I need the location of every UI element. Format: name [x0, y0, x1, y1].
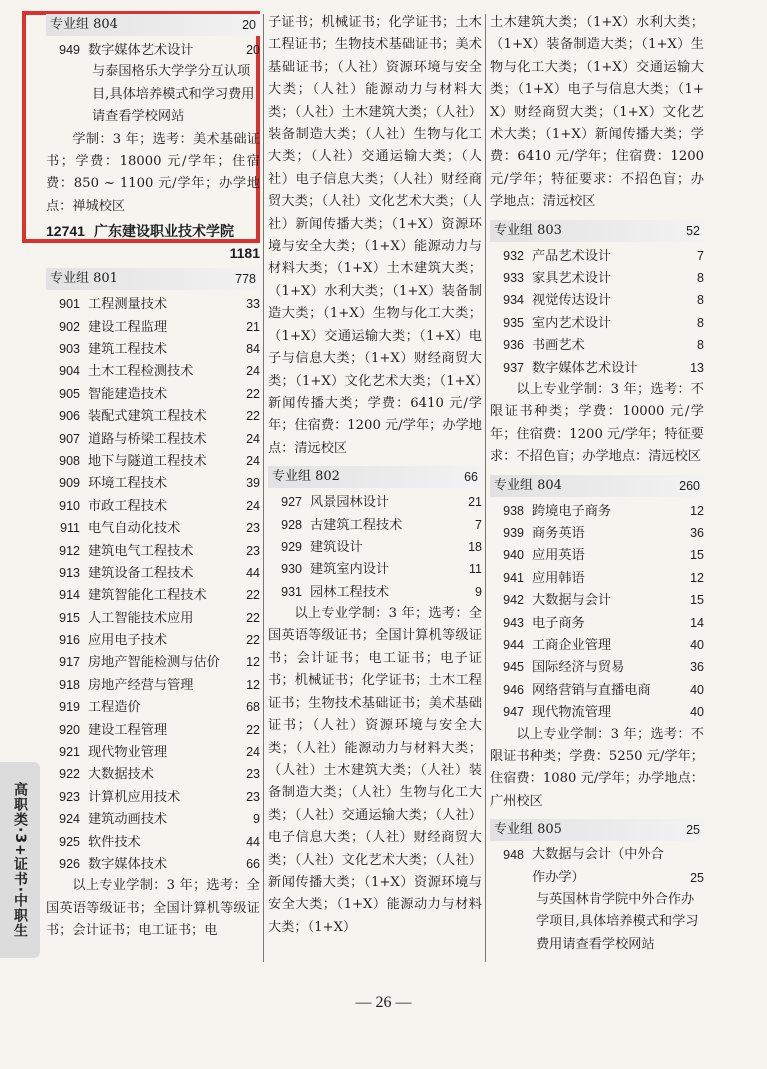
major-code: 941: [503, 570, 524, 585]
major-row: [490, 679, 704, 701]
major-count: 40: [690, 682, 704, 697]
major-code: 924: [59, 812, 80, 827]
major-row: [268, 536, 482, 558]
major-code: 915: [59, 610, 80, 625]
major-count: 22: [246, 610, 260, 625]
major-count: 24: [246, 745, 260, 760]
major-row: [46, 741, 260, 763]
column-3: [490, 12, 704, 956]
major-row: [490, 567, 704, 589]
major-code: 926: [59, 857, 80, 871]
major-code: 940: [503, 548, 524, 563]
major-code: 902: [59, 319, 80, 334]
major-name: 风景园林设计: [310, 495, 390, 511]
major-row: [490, 312, 704, 334]
major-row: [46, 338, 260, 360]
major-name: 装配式建筑工程技术: [88, 409, 207, 425]
major-code: 916: [59, 633, 80, 648]
major-name: 房地产经营与管理: [88, 677, 194, 693]
major-count: 40: [690, 637, 704, 652]
major-name: 建筑设计: [310, 539, 363, 555]
major-row: [46, 540, 260, 562]
major-row: [46, 293, 260, 315]
major-name: 数字媒体艺术设计: [88, 43, 194, 58]
major-code: 948: [503, 848, 524, 863]
school-heading: [46, 220, 260, 242]
major-count: 21: [468, 495, 482, 510]
major-name: 国际经济与贸易: [532, 660, 625, 676]
major-note: 与泰国格乐大学学分互认项目,具体培养模式和学习费用请查看学校网站: [92, 64, 255, 125]
major-count: 14: [690, 615, 704, 630]
major-count: 7: [697, 248, 704, 263]
major-row: [46, 495, 260, 517]
group-description: 以上专业学制：3 年；选考：全国英语等级证书；全国计算机等级证书；会计证书；电工证书；电: [46, 878, 260, 939]
major-name: 跨境电子商务: [532, 503, 612, 519]
major-code: 925: [59, 834, 80, 849]
major-name: 软件技术: [88, 834, 141, 850]
major-name: 应用英语: [532, 548, 585, 564]
major-count: 68: [246, 700, 260, 715]
major-count: 36: [690, 660, 704, 675]
major-row: [490, 289, 704, 311]
major-code: 929: [281, 539, 302, 554]
major-code: 918: [59, 677, 80, 692]
major-name: 大数据技术: [88, 767, 154, 783]
description-continued: 土木建筑大类；（1+X）水利大类；（1+X）装备制造大类；（1+X）生物与化工大类；（1+X）交通运输大类；（1+X）电子与信息大类；（1+X）财经商贸大类；（1+X）文化艺术大类；（1+X）新闻传播大类；学费：6410 元/学年；住宿费：1200 元/学年；特征要求：不招色盲；办学地点：清远校区: [490, 15, 704, 210]
major-code: 928: [281, 517, 302, 532]
major-code: 936: [503, 338, 524, 353]
major-row: [490, 612, 704, 634]
group-count: 260: [679, 478, 700, 493]
column-divider: [485, 14, 486, 962]
major-row: [490, 656, 704, 678]
major-list-801: [46, 293, 260, 875]
major-list-803: [490, 245, 704, 379]
major-row: [46, 450, 260, 472]
major-name: 工商企业管理: [532, 637, 612, 653]
major-row: [46, 428, 260, 450]
major-name: 应用韩语: [532, 570, 585, 586]
major-row: [490, 544, 704, 566]
major-count: 66: [246, 857, 260, 871]
major-row: [268, 491, 482, 513]
major-name: 视觉传达设计: [532, 293, 612, 309]
side-tab-label: 高职类·3+证书·中职生: [12, 781, 28, 939]
major-count: 7: [475, 517, 482, 532]
major-count: 25: [690, 870, 704, 885]
major-name: 建设工程监理: [88, 319, 168, 335]
major-code: 943: [503, 615, 524, 630]
group-count: 778: [235, 272, 256, 287]
major-name: 应用电子技术: [88, 633, 168, 649]
major-count: 39: [246, 476, 260, 491]
major-row: [46, 651, 260, 673]
major-count: 12: [246, 655, 260, 670]
major-code: 933: [503, 271, 524, 286]
major-code: 909: [59, 476, 80, 491]
major-code: 907: [59, 431, 80, 446]
major-code: 921: [59, 745, 80, 760]
major-name: 建筑工程技术: [88, 342, 168, 358]
major-code: 947: [503, 705, 524, 720]
major-name: 建筑设备工程技术: [88, 565, 194, 581]
page-number: — 26 —: [355, 994, 412, 1011]
group-header-804-b: [490, 475, 704, 497]
major-count: 40: [690, 705, 704, 720]
group-count: 52: [686, 223, 700, 238]
description-continued: 子证书；机械证书；化学证书；土木工程证书；生物技术基础证书；美术基础证书；（人社）资源环境与安全大类；（人社）能源动力与材料大类；（人社）土木建筑大类；（人社）装备制造大类；（人社）生物与化工大类；（人社）交通运输大类；（人社）电子信息大类；（人社）财经商贸大类；（人社）文化艺术大类；（人社）新闻传播大类；（1+X）资源环境与安全大类；（1+X）能源动力与材料大类；（1+X）土木建筑大类；（1+X）水利大类；（1+X）装备制造大类；（1+X）生物与化工大类；（1+X）交通运输大类；（1+X）电子与信息大类；（1+X）财经商贸大类；（1+X）文化艺术大类；（1+X）新闻传播大类；学费：6410 元/学年；住宿费：1200 元/学年；办学地点：清远校区: [268, 15, 482, 456]
major-row: [46, 517, 260, 539]
major-name: 古建筑工程技术: [310, 517, 403, 533]
major-row: [46, 316, 260, 338]
major-code: 919: [59, 700, 80, 715]
major-code: 937: [503, 360, 524, 375]
major-row: [490, 522, 704, 544]
major-count: 24: [246, 364, 260, 379]
group-title: 专业组 803: [494, 222, 562, 238]
major-name: 现代物业管理: [88, 745, 168, 761]
major-list-802: [268, 491, 482, 603]
group-description: 以上专业学制：3 年；选考：全国英语等级证书；全国计算机等级证书；会计证书；电工证书；电子证书；机械证书；化学证书；土木工程证书；生物技术基础证书；美术基础证书；（人社）资源环境与安全大类；（人社）能源动力与材料大类；（人社）土木建筑大类；（人社）装备制造大类；（人社）生物与化工大类；（人社）交通运输大类；（人社）电子信息大类；（人社）财经商贸大类；（人社）文化艺术大类；（人社）新闻传播大类；（1+X）资源环境与安全大类；（1+X）能源动力与材料大类；（1+X）: [268, 606, 482, 935]
major-code: 923: [59, 789, 80, 804]
major-name: 道路与桥梁工程技术: [88, 431, 207, 447]
major-row: [490, 334, 704, 356]
major-count: 9: [475, 584, 482, 599]
column-2: [268, 12, 482, 939]
major-name: 土木工程检测技术: [88, 364, 194, 380]
major-name: 室内艺术设计: [532, 315, 612, 331]
group-title: 专业组 805: [494, 822, 562, 838]
major-row: [46, 831, 260, 853]
major-code: 922: [59, 767, 80, 782]
major-row: [490, 844, 704, 889]
group-description: 学制：3 年；选考：美术基础证书；学费：18000 元/学年；住宿费：850 ~ 1100 元/学年；办学地点：禅城校区: [46, 131, 260, 214]
major-row: [490, 357, 704, 379]
major-name: 人工智能技术应用: [88, 610, 194, 626]
major-name: 产品艺术设计: [532, 248, 612, 264]
major-name: 工程造价: [88, 700, 141, 716]
major-count: 22: [246, 588, 260, 603]
major-count: 23: [246, 543, 260, 558]
major-count: 33: [246, 297, 260, 312]
major-row: [46, 360, 260, 382]
major-row: [268, 558, 482, 580]
group-header-805: [490, 819, 704, 841]
group-title: 专业组 802: [272, 469, 340, 485]
major-name: 建设工程管理: [88, 722, 168, 738]
major-name: 现代物流管理: [532, 705, 612, 721]
major-count: 8: [697, 271, 704, 286]
group-description: 以上专业学制：3 年；选考：不限证书种类；学费：5250 元/学年；住宿费：1080 元/学年；办学地点：广州校区: [490, 726, 704, 809]
major-name: 建筑智能化工程技术: [88, 588, 207, 604]
major-name: 计算机应用技术: [88, 789, 181, 805]
major-row: [46, 472, 260, 494]
group-header-803: [490, 220, 704, 242]
group-count: 20: [242, 18, 256, 32]
major-code: 905: [59, 386, 80, 401]
major-count: 24: [246, 498, 260, 513]
major-name: 园林工程技术: [310, 584, 390, 600]
major-row: [490, 500, 704, 522]
major-count: 18: [468, 539, 482, 554]
major-count: 22: [246, 409, 260, 424]
group-count: 66: [464, 470, 478, 485]
major-name: 电气自动化技术: [88, 521, 181, 537]
major-name: 地下与隧道工程技术: [88, 453, 207, 469]
school-total: 1181: [229, 245, 260, 262]
major-count: 8: [697, 293, 704, 308]
major-count: 23: [246, 521, 260, 536]
major-row: [46, 786, 260, 808]
major-note: 与英国林肯学院中外合作办学项目,具体培养模式和学习费用请查看学校网站: [536, 891, 699, 952]
major-count: 23: [246, 789, 260, 804]
major-row: [46, 629, 260, 651]
major-name: 工程测量技术: [88, 297, 168, 313]
major-count: 23: [246, 767, 260, 782]
section-side-tab: [0, 762, 40, 958]
major-list-804: [490, 500, 704, 724]
group-header-801: [46, 268, 260, 290]
major-code: 927: [281, 495, 302, 510]
major-name: 大数据与会计: [532, 593, 612, 609]
major-name: 市政工程技术: [88, 498, 168, 514]
major-count: 15: [690, 593, 704, 608]
major-code: 911: [60, 521, 80, 536]
major-code: 930: [281, 562, 302, 577]
major-name: 电子商务: [532, 615, 585, 631]
major-count: 44: [246, 565, 260, 580]
major-name: 环境工程技术: [88, 476, 168, 492]
major-row: [46, 696, 260, 718]
major-name: 建筑动画技术: [88, 812, 168, 828]
major-code: 920: [59, 722, 80, 737]
major-row: [46, 584, 260, 606]
major-name: 智能建造技术: [88, 386, 168, 402]
major-row: [46, 383, 260, 405]
major-code: 946: [503, 682, 524, 697]
major-count: 22: [246, 722, 260, 737]
major-code: 932: [503, 248, 524, 263]
group-title: 专业组 801: [50, 271, 118, 287]
major-count: 20: [246, 43, 260, 57]
major-code: 901: [59, 297, 80, 312]
major-count: 22: [246, 386, 260, 401]
major-name: 大数据与会计（中外合作办学）: [532, 847, 664, 885]
major-code: 949: [59, 43, 80, 57]
group-title: 专业组 804: [50, 17, 118, 32]
major-row: [46, 808, 260, 830]
major-code: 906: [59, 409, 80, 424]
major-count: 8: [697, 315, 704, 330]
major-count: 24: [246, 453, 260, 468]
group-header-804-a: [46, 14, 260, 36]
major-count: 12: [690, 570, 704, 585]
major-code: 914: [59, 588, 80, 603]
school-code: 12741: [46, 223, 85, 240]
major-row: [268, 581, 482, 603]
major-code: 931: [281, 584, 302, 599]
major-code: 938: [503, 503, 524, 518]
major-code: 917: [59, 655, 80, 670]
major-name: 数字媒体技术: [88, 857, 168, 872]
major-row: [490, 589, 704, 611]
major-name: 家具艺术设计: [532, 271, 612, 287]
column-1: [46, 12, 260, 943]
group-description: 以上专业学制：3 年；选考：不限证书种类；学费：10000 元/学年；住宿费：1200 元/学年；特征要求：不招色盲；办学地点：清远校区: [490, 382, 704, 465]
major-row: [46, 405, 260, 427]
major-name: 房地产智能检测与估价: [88, 655, 220, 671]
major-code: 904: [59, 364, 80, 379]
major-count: 12: [690, 503, 704, 518]
major-code: 945: [503, 660, 524, 675]
group-header-802: [268, 466, 482, 488]
group-title: 专业组 804: [494, 477, 562, 493]
major-count: 12: [246, 677, 260, 692]
major-row: [490, 701, 704, 723]
major-code: 912: [59, 543, 80, 558]
major-row: [46, 719, 260, 741]
major-code: 913: [59, 565, 80, 580]
major-count: 44: [246, 834, 260, 849]
major-count: 24: [246, 431, 260, 446]
major-row: [46, 853, 260, 875]
major-row: [46, 763, 260, 785]
major-count: 13: [690, 360, 704, 375]
major-code: 934: [503, 293, 524, 308]
school-name: 广东建设职业技术学院: [94, 224, 234, 241]
major-row: [46, 607, 260, 629]
major-row: [268, 514, 482, 536]
major-name: 建筑电气工程技术: [88, 543, 194, 559]
major-code: 939: [503, 526, 524, 541]
major-count: 8: [697, 338, 704, 353]
major-count: 11: [469, 562, 482, 577]
group-count: 25: [686, 823, 700, 838]
major-code: 944: [503, 637, 524, 652]
major-count: 84: [246, 342, 260, 357]
major-code: 942: [503, 593, 524, 608]
major-code: 903: [59, 342, 80, 357]
major-name: 书画艺术: [532, 338, 585, 354]
major-count: 22: [246, 633, 260, 648]
major-name: 网络营销与直播电商: [532, 682, 651, 698]
major-name: 商务英语: [532, 526, 585, 542]
major-count: 36: [690, 526, 704, 541]
major-count: 9: [253, 812, 260, 827]
major-name: 建筑室内设计: [310, 562, 390, 578]
major-row: [46, 562, 260, 584]
major-count: 21: [246, 319, 260, 334]
major-row: [46, 39, 260, 61]
column-divider: [263, 14, 264, 962]
major-row: [490, 267, 704, 289]
major-row: [490, 245, 704, 267]
major-name: 数字媒体艺术设计: [532, 360, 638, 376]
major-count: 15: [690, 548, 704, 563]
major-row: [490, 634, 704, 656]
major-code: 910: [59, 498, 80, 513]
major-row: [46, 674, 260, 696]
major-code: 935: [503, 315, 524, 330]
major-code: 908: [59, 453, 80, 468]
